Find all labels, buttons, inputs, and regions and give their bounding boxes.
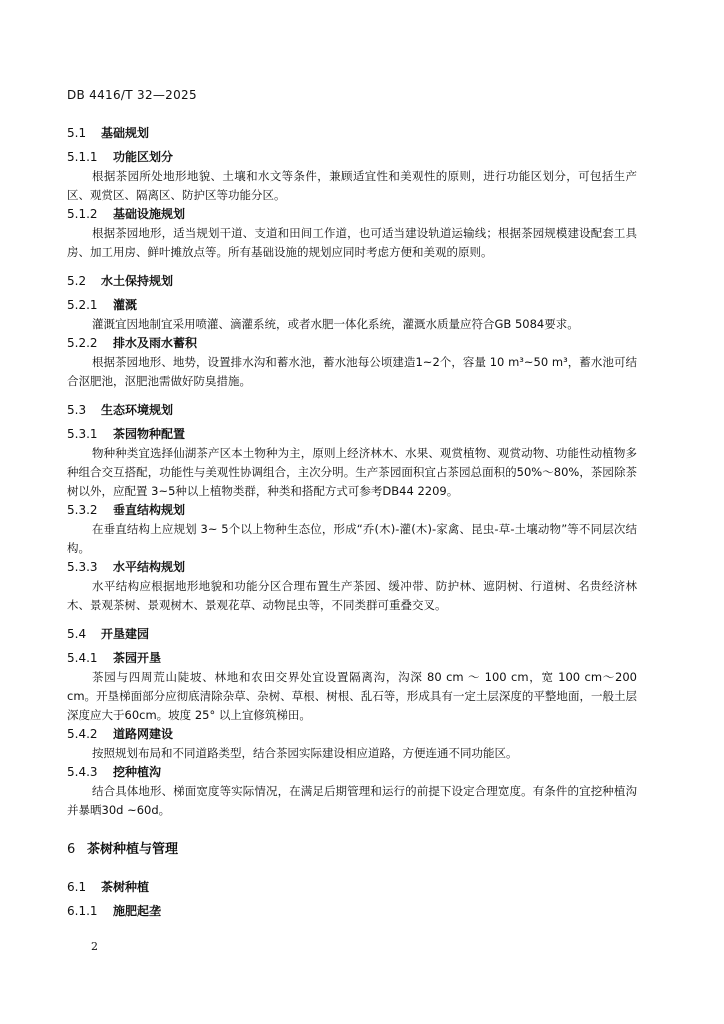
subsection-heading xyxy=(67,558,637,577)
heading-title: 水土保持规划 xyxy=(101,274,174,288)
heading-number: 5.4.1 xyxy=(67,651,98,665)
heading-number: 5.4.3 xyxy=(67,765,98,779)
subsection-heading xyxy=(67,763,637,782)
page-number: 2 xyxy=(91,940,98,953)
heading-title: 灌溉 xyxy=(113,298,138,312)
heading-title: 水平结构规划 xyxy=(113,560,186,574)
heading-number: 5.4.2 xyxy=(67,727,98,741)
heading-title: 排水及雨水蓄积 xyxy=(113,336,198,350)
paragraph: 水平结构应根据地形地貌和功能分区合理布置生产茶园、缓冲带、防护林、遮阴树、行道树、名贵经济林木、景观茶树、景观树木、景观花草、动物昆虫等，不同类群可重叠交叉。 xyxy=(67,579,637,612)
heading-title: 茶树种植与管理 xyxy=(87,842,179,857)
paragraph: 根据茶园所处地形地貌、土壤和水文等条件，兼顾适宜性和美观性的原则，进行功能区划分，可包括生产区、观赏区、隔离区、防护区等功能分区。 xyxy=(67,169,637,202)
section-heading xyxy=(67,124,637,142)
heading-number: 6 xyxy=(67,842,76,857)
heading-title: 道路网建设 xyxy=(113,727,174,741)
heading-number: 5.3.1 xyxy=(67,427,98,441)
paragraph: 物种种类宜选择仙湖茶产区本土物种为主，原则上经济林木、水果、观赏植物、观赏动物、功能性动植物多种组合交互搭配，功能性与美观性协调组合，主次分明。生产茶园面积宜占茶园总面积的50%～80%，茶园除茶树以外，应配置 3~5种以上植物类群，种类和搭配方式可参考DB44 2209。 xyxy=(67,446,637,498)
heading-number: 5.4 xyxy=(67,627,87,641)
heading-number: 5.1 xyxy=(67,126,87,140)
subsection-heading xyxy=(67,296,637,315)
paragraph: 灌溉宜因地制宜采用喷灌、滴灌系统，或者水肥一体化系统，灌溉水质量应符合GB 5084要求。 xyxy=(92,317,579,331)
heading-title: 茶园物种配置 xyxy=(113,427,186,441)
heading-title: 挖种植沟 xyxy=(113,765,162,779)
heading-title: 垂直结构规划 xyxy=(113,503,186,517)
paragraph: 茶园与四周荒山陡坡、林地和农田交界处宜设置隔离沟，沟深 80 cm ～ 100 cm，宽 100 cm～200 cm。开垦梯面部分应彻底清除杂草、杂树、草根、树根、乱石等，形成具有一定土层深度的平整地面，一般土层深度应大于60cm。坡度 25° 以上宜修筑梯田。 xyxy=(67,670,637,722)
heading-title: 基础规划 xyxy=(101,126,150,140)
subsection-heading xyxy=(67,425,637,444)
heading-number: 6.1 xyxy=(67,880,87,894)
heading-title: 基础设施规划 xyxy=(113,207,186,221)
heading-title: 生态环境规划 xyxy=(101,403,174,417)
chapter-heading xyxy=(67,840,637,860)
heading-title: 茶园开垦 xyxy=(113,651,162,665)
heading-number: 5.3.2 xyxy=(67,503,98,517)
paragraph: 在垂直结构上应规划 3~ 5个以上物种生态位，形成“乔(木)-灌(木)-家禽、昆虫-草-土壤动物”等不同层次结构。 xyxy=(67,522,637,555)
subsection-heading xyxy=(67,725,637,744)
heading-number: 6.1.1 xyxy=(67,904,98,918)
heading-number: 5.2.2 xyxy=(67,336,98,350)
heading-title: 施肥起垄 xyxy=(113,904,162,918)
section-heading xyxy=(67,401,637,419)
subsection-heading xyxy=(67,902,637,921)
subsection-heading xyxy=(67,148,637,167)
heading-title: 功能区划分 xyxy=(113,150,174,164)
subsection-heading xyxy=(67,334,637,353)
paragraph: 按照规划布局和不同道路类型，结合茶园实际建设相应道路，方便连通不同功能区。 xyxy=(92,746,518,760)
heading-number: 5.1.1 xyxy=(67,150,98,164)
paragraph: 根据茶园地形，适当规划干道、支道和田间工作道，也可适当建设轨道运输线；根据茶园规模建设配套工具房、加工用房、鲜叶摊放点等。所有基础设施的规划应同时考虑方便和美观的原则。 xyxy=(67,226,637,259)
heading-number: 5.3 xyxy=(67,403,87,417)
document-code: DB 4416/T 32—2025 xyxy=(67,88,197,102)
section-heading xyxy=(67,272,637,290)
paragraph: 结合具体地形、梯面宽度等实际情况，在满足后期管理和运行的前提下设定合理宽度。有条件的宜挖种植沟并暴晒30d ~60d。 xyxy=(67,784,637,817)
document-body xyxy=(67,114,637,921)
subsection-heading xyxy=(67,649,637,668)
heading-title: 茶树种植 xyxy=(101,880,150,894)
subsection-heading xyxy=(67,501,637,520)
heading-number: 5.2.1 xyxy=(67,298,98,312)
heading-title: 开垦建园 xyxy=(101,627,150,641)
heading-number: 5.3.3 xyxy=(67,560,98,574)
section-heading xyxy=(67,625,637,643)
heading-number: 5.2 xyxy=(67,274,87,288)
heading-number: 5.1.2 xyxy=(67,207,98,221)
section-heading xyxy=(67,878,637,896)
subsection-heading xyxy=(67,205,637,224)
paragraph: 根据茶园地形、地势，设置排水沟和蓄水池，蓄水池每公顷建造1~2个，容量 10 m³~50 m³，蓄水池可结合沤肥池，沤肥池需做好防臭措施。 xyxy=(67,355,637,388)
